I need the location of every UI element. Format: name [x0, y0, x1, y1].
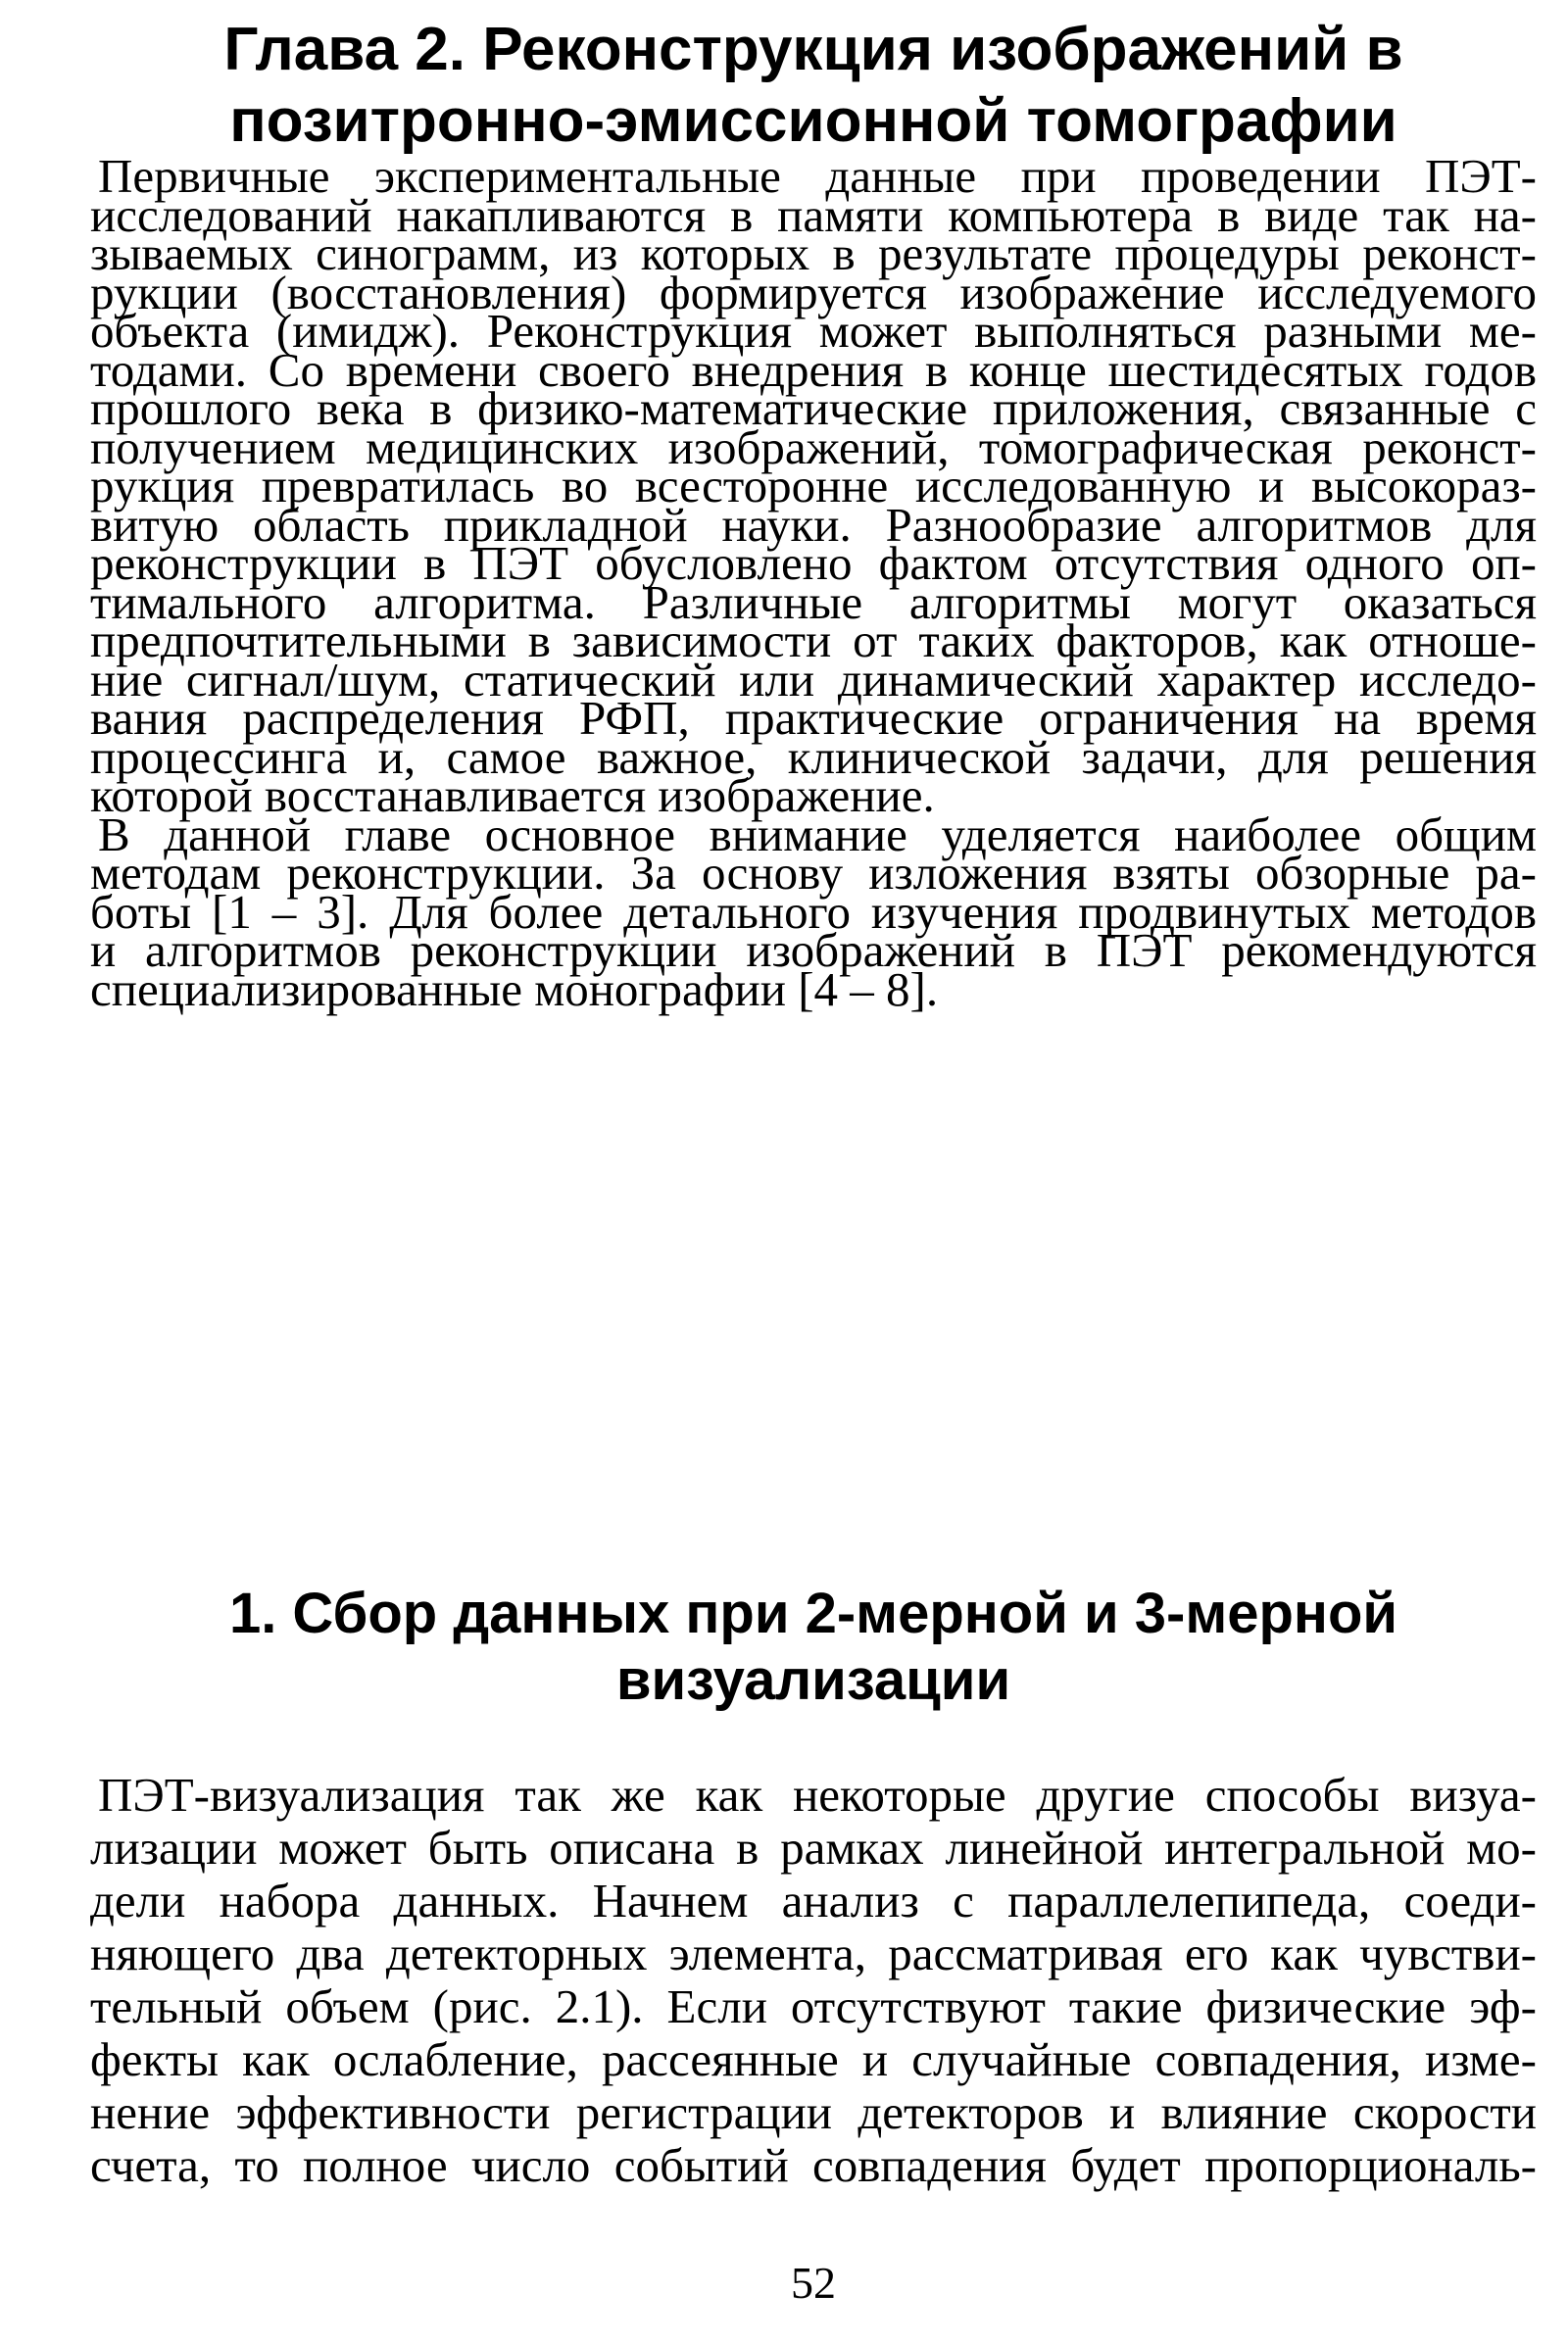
section-p1-line: дели набора данных. Начнем анализ с параллелепипеда, соеди- [90, 1874, 1537, 1927]
section-p1-line: тельный объем (рис. 2.1). Если отсутствуют такие физические эф- [90, 1979, 1537, 2033]
intro-p1-line: объекта (имидж). Реконструкция может выполняться разными ме- [90, 304, 1537, 358]
section-title-line-2: визуализации [615, 1648, 1011, 1712]
intro-p2-line: и алгоритмов реконструкции изображений в ПЭТ рекомендуются [90, 923, 1537, 977]
section-title-line-1: 1. Сбор данных при 2-мерной и 3-мерной [228, 1582, 1398, 1645]
section-p1-line: счета, то полное число событий совпадения будет пропорциональ- [90, 2138, 1537, 2192]
intro-p1-line: ние сигнал/шум, статический или динамический характер исследо- [90, 653, 1537, 707]
intro-p1-line: рукция превратилась во всесторонне исследованную и высокораз- [90, 459, 1537, 512]
intro-p1-line: реконструкции в ПЭТ обусловлено фактом отсутствия одного оп- [90, 536, 1537, 590]
intro-p1-line: предпочтительными в зависимости от таких факторов, как отноше- [90, 613, 1537, 667]
intro-p2-line: В данной главе основное внимание уделяется наиболее общим [98, 807, 1537, 861]
intro-p1-line: тимального алгоритма. Различные алгоритмы могут оказаться [90, 575, 1537, 629]
section-p1-line: нение эффективности регистрации детекторов и влияние скорости [90, 2085, 1537, 2139]
section-p1-line: лизации может быть описана в рамках линейной интегральной мо- [90, 1821, 1537, 1875]
intro-p2-line: методам реконструкции. За основу изложения взяты обзорные ра- [90, 846, 1537, 900]
intro-p1-line: зываемых синограмм, из которых в результате процедуры реконст- [90, 226, 1537, 280]
section-p1-line: ПЭТ-визуализация так же как некоторые другие способы визуа- [98, 1768, 1537, 1822]
intro-p1-line: тодами. Со времени своего внедрения в конце шестидесятых годов [90, 343, 1537, 397]
intro-p1-line: витую область прикладной науки. Разнообразие алгоритмов для [90, 498, 1537, 552]
intro-p1-line: рукции (восстановления) формируется изображение исследуемого [90, 266, 1537, 319]
section-p1-line: фекты как ослабление, рассеянные и случайные совпадения, изме- [90, 2032, 1537, 2086]
intro-p1-line: которой восстанавливается изображение. [90, 768, 935, 822]
intro-p1-line: процессинга и, самое важное, клинической задачи, для решения [90, 730, 1537, 784]
document-page [90, 0, 1537, 2342]
chapter-title-line-1: Глава 2. Реконструкция изображений в [223, 16, 1403, 83]
intro-p1-line: исследований накапливаются в памяти компьютера в виде так на- [90, 188, 1537, 242]
intro-p1-line: Первичные экспериментальные данные при проведении ПЭТ- [98, 149, 1537, 203]
chapter-title-line-2: позитронно-эмиссионной томографии [229, 87, 1397, 155]
intro-p2-line: боты [1 – 3]. Для более детального изучения продвинутых методов [90, 885, 1537, 939]
section-p1-line: няющего два детекторных элемента, рассматривая его как чувстви- [90, 1927, 1537, 1980]
intro-p2-line: специализированные монографии [4 – 8]. [90, 962, 939, 1016]
intro-p1-line: вания распределения РФП, практические ограничения на время [90, 691, 1537, 745]
chapter-title [90, 14, 1537, 157]
intro-p1-line: прошлого века в физико-математические приложения, связанные с [90, 381, 1537, 435]
page-number: 52 [791, 2258, 836, 2308]
section-title [90, 1581, 1537, 1714]
intro-p1-line: получением медицинских изображений, томографическая реконст- [90, 420, 1537, 474]
